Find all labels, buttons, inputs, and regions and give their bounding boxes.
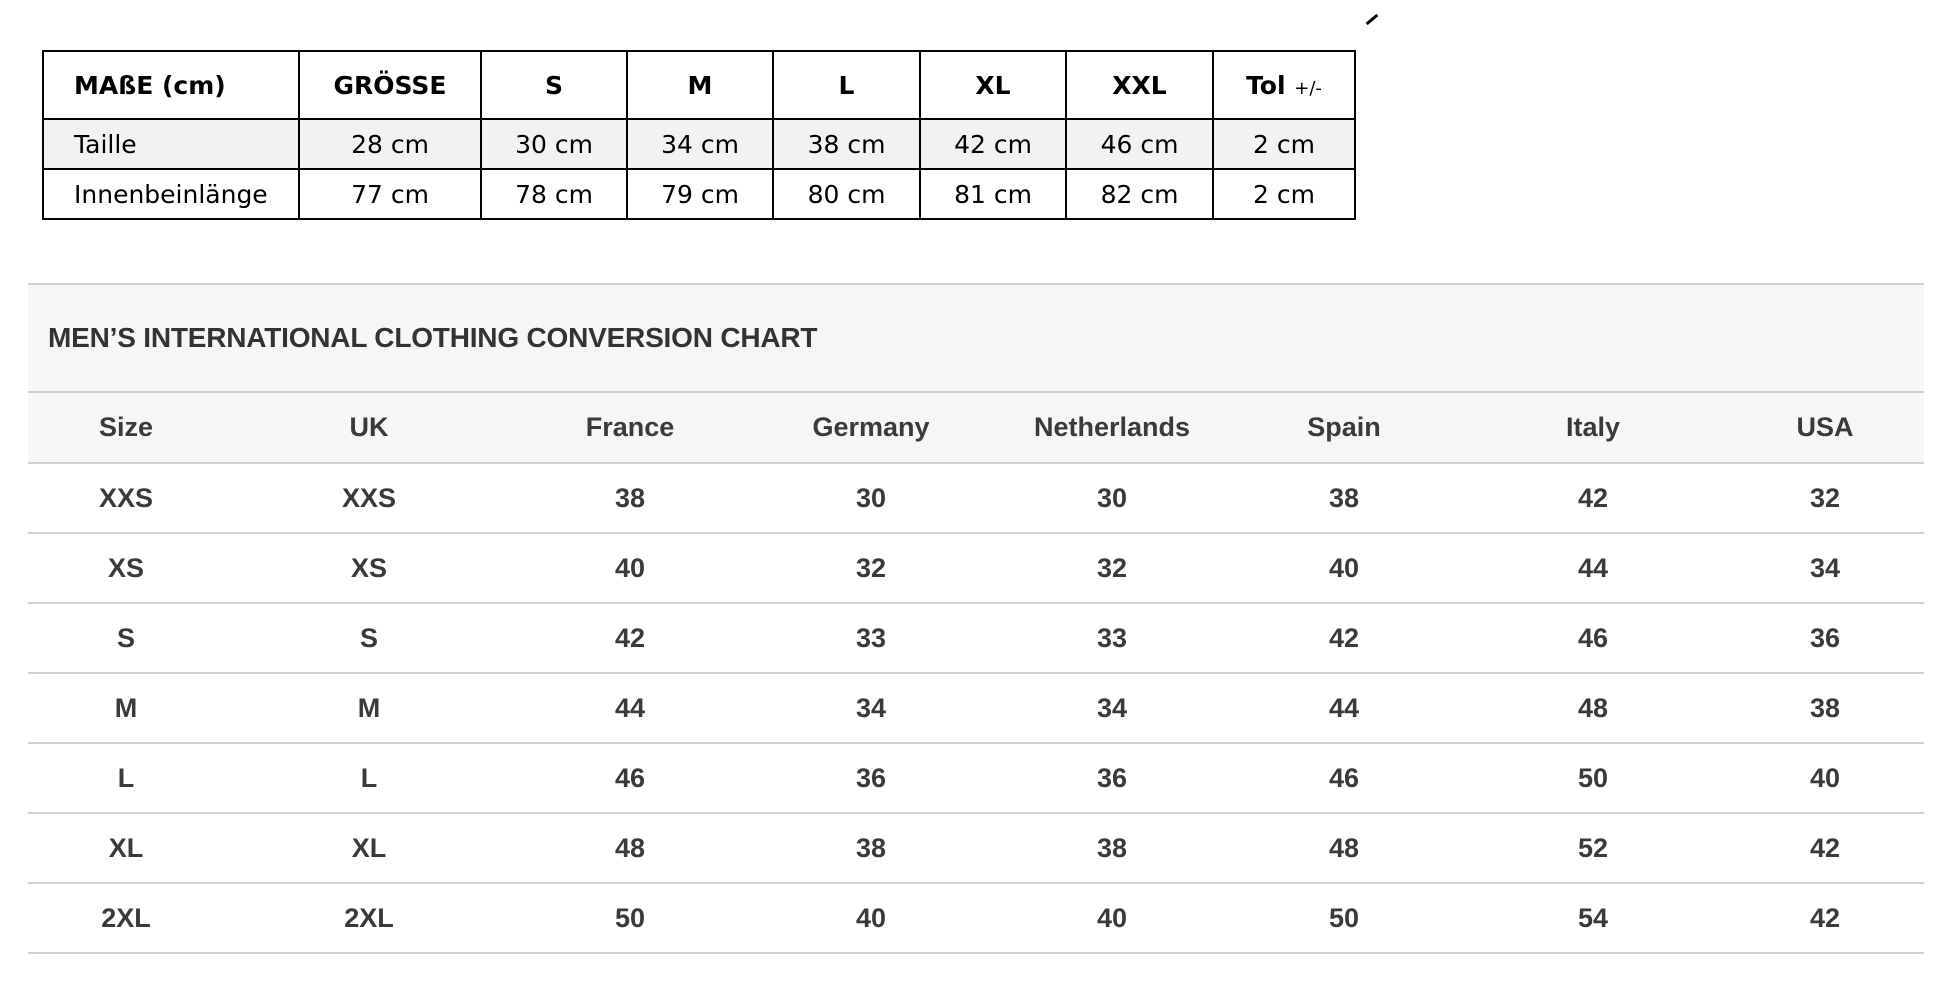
table-cell: 34 cm	[627, 119, 773, 169]
table-cell: 50	[514, 883, 746, 953]
table-cell: 48	[1228, 813, 1460, 883]
header-size-xxl: XXL	[1066, 51, 1213, 119]
table-cell: 40	[996, 883, 1228, 953]
table-cell: 48	[514, 813, 746, 883]
conversion-chart	[28, 283, 1924, 954]
table-cell: 44	[1460, 533, 1726, 603]
header-germany: Germany	[746, 393, 996, 463]
table-cell: 30	[746, 463, 996, 533]
table-row	[28, 603, 1924, 673]
table-cell: 44	[1228, 673, 1460, 743]
size-cell: M	[28, 673, 224, 743]
table-cell: 78 cm	[481, 169, 627, 219]
table-cell: 2XL	[224, 883, 514, 953]
row-label-taille: Taille	[43, 119, 299, 169]
table-cell: 40	[746, 883, 996, 953]
table-cell: 38 cm	[773, 119, 920, 169]
conversion-table	[28, 393, 1924, 954]
conversion-title-bar	[28, 283, 1924, 393]
table-cell: 42	[1726, 883, 1924, 953]
table-cell: 77 cm	[299, 169, 481, 219]
table-cell: 50	[1460, 743, 1726, 813]
table-cell: 33	[996, 603, 1228, 673]
header-groesse: GRÖSSE	[299, 51, 481, 119]
table-row	[28, 883, 1924, 953]
size-cell: XS	[28, 533, 224, 603]
size-cell: L	[28, 743, 224, 813]
table-cell: 33	[746, 603, 996, 673]
table-row	[28, 533, 1924, 603]
table-row	[28, 463, 1924, 533]
header-spain: Spain	[1228, 393, 1460, 463]
table-row	[28, 743, 1924, 813]
table-cell: 30	[996, 463, 1228, 533]
table-cell: M	[224, 673, 514, 743]
table-cell: S	[224, 603, 514, 673]
table-cell: 36	[996, 743, 1228, 813]
table-cell: 38	[1726, 673, 1924, 743]
table-cell: 34	[996, 673, 1228, 743]
header-size-xl: XL	[920, 51, 1066, 119]
table-row	[43, 169, 1355, 219]
size-cell: XXS	[28, 463, 224, 533]
table-cell: 48	[1460, 673, 1726, 743]
header-size-s: S	[481, 51, 627, 119]
header-size-l: L	[773, 51, 920, 119]
tol-suffix: +/-	[1294, 77, 1322, 99]
conversion-body	[28, 463, 1924, 953]
header-tolerance	[1213, 51, 1355, 119]
table-cell: 46	[514, 743, 746, 813]
table-cell: 42	[1726, 813, 1924, 883]
table-cell: 52	[1460, 813, 1726, 883]
table-cell: 42 cm	[920, 119, 1066, 169]
table-cell: 80 cm	[773, 169, 920, 219]
table-cell: 2 cm	[1213, 169, 1355, 219]
table-cell: 54	[1460, 883, 1726, 953]
header-masse: MAßE (cm)	[43, 51, 299, 119]
table-cell: 38	[514, 463, 746, 533]
table-cell: XL	[224, 813, 514, 883]
table-cell: 36	[1726, 603, 1924, 673]
table-cell: 46 cm	[1066, 119, 1213, 169]
table-cell: 42	[1228, 603, 1460, 673]
conversion-header-row	[28, 393, 1924, 463]
table-cell: 50	[1228, 883, 1460, 953]
table-cell: L	[224, 743, 514, 813]
table-cell: 46	[1228, 743, 1460, 813]
table-cell: 32	[1726, 463, 1924, 533]
conversion-title: MEN’S INTERNATIONAL CLOTHING CONVERSION CHART	[48, 322, 818, 353]
table-cell: 79 cm	[627, 169, 773, 219]
tol-label: Tol	[1246, 70, 1286, 100]
table-cell: 82 cm	[1066, 169, 1213, 219]
table-cell: 34	[746, 673, 996, 743]
table-cell: XS	[224, 533, 514, 603]
table-cell: 32	[996, 533, 1228, 603]
table-cell: 30 cm	[481, 119, 627, 169]
table-row	[43, 119, 1355, 169]
table-cell: 40	[514, 533, 746, 603]
table-cell: 2 cm	[1213, 119, 1355, 169]
size-cell: S	[28, 603, 224, 673]
table-cell: 36	[746, 743, 996, 813]
row-label-innenbeinlaenge: Innenbeinlänge	[43, 169, 299, 219]
measurement-table	[42, 50, 1356, 220]
table-cell: 34	[1726, 533, 1924, 603]
table-cell: 38	[1228, 463, 1460, 533]
measurement-header-row	[43, 51, 1355, 119]
header-size: Size	[28, 393, 224, 463]
size-cell: 2XL	[28, 883, 224, 953]
table-cell: 42	[514, 603, 746, 673]
table-cell: 40	[1726, 743, 1924, 813]
size-cell: XL	[28, 813, 224, 883]
table-cell: 28 cm	[299, 119, 481, 169]
table-cell: 81 cm	[920, 169, 1066, 219]
table-cell: 44	[514, 673, 746, 743]
table-cell: 42	[1460, 463, 1726, 533]
stray-mark	[1366, 14, 1379, 25]
header-usa: USA	[1726, 393, 1924, 463]
header-italy: Italy	[1460, 393, 1726, 463]
table-cell: 38	[746, 813, 996, 883]
table-cell: XXS	[224, 463, 514, 533]
table-cell: 38	[996, 813, 1228, 883]
table-cell: 46	[1460, 603, 1726, 673]
table-row	[28, 813, 1924, 883]
header-netherlands: Netherlands	[996, 393, 1228, 463]
table-cell: 32	[746, 533, 996, 603]
table-row	[28, 673, 1924, 743]
header-uk: UK	[224, 393, 514, 463]
header-size-m: M	[627, 51, 773, 119]
table-cell: 40	[1228, 533, 1460, 603]
header-france: France	[514, 393, 746, 463]
